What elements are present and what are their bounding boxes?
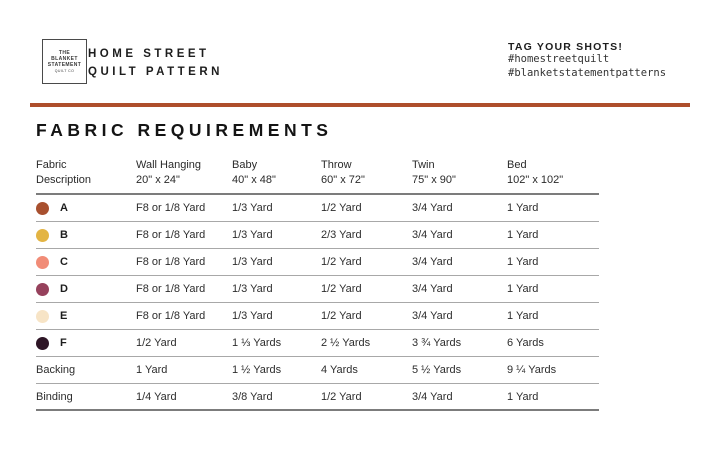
yardage-cell: 9 ¼ Yards: [507, 364, 557, 376]
fabric-swatch-dot: [36, 256, 49, 269]
column-label: Baby: [232, 159, 258, 171]
yardage-cell: 1/3 Yard: [232, 202, 273, 214]
yardage-cell: 1/2 Yard: [321, 202, 362, 214]
table-row-e: [36, 303, 599, 330]
yardage-cell: 1 Yard: [507, 390, 539, 403]
table-row-a: [36, 195, 599, 222]
table-row-f: [36, 330, 599, 357]
hashtag-homestreetquilt: #homestreetquilt: [508, 53, 610, 65]
table-row-c: [36, 249, 599, 276]
table-row-d: [36, 276, 599, 303]
column-sublabel: 20" x 24": [136, 174, 180, 186]
fabric-label: C: [60, 256, 68, 268]
hashtag-blanketstatementpatterns: #blanketstatementpatterns: [508, 66, 667, 79]
column-sublabel: 40" x 48": [232, 174, 276, 186]
fabric-label: D: [60, 283, 68, 295]
accent-divider: [30, 103, 690, 107]
column-header-twin: [412, 158, 507, 188]
column-label: Fabric: [36, 159, 67, 171]
fabric-cell: [36, 391, 136, 403]
yardage-cell: F8 or 1/8 Yard: [136, 310, 206, 322]
yardage-cell: 1 ⅓ Yards: [232, 337, 282, 349]
fabric-label: F: [60, 337, 67, 349]
yardage-cell: 1 Yard: [136, 364, 168, 376]
column-label: Wall Hanging: [136, 159, 202, 171]
yardage-cell: 1 Yard: [507, 283, 539, 295]
logo-text-line: QUILT CO: [54, 68, 75, 73]
column-header-bed: [507, 158, 599, 188]
yardage-cell: F8 or 1/8 Yard: [136, 256, 206, 268]
fabric-cell: [36, 256, 136, 269]
fabric-cell: [36, 310, 136, 323]
fabric-swatch-dot: [36, 229, 49, 242]
yardage-cell: 3/4 Yard: [412, 202, 453, 214]
yardage-cell: F8 or 1/8 Yard: [136, 283, 206, 295]
fabric-label: E: [60, 310, 68, 322]
yardage-cell: 1 Yard: [507, 229, 539, 241]
fabric-label: B: [60, 229, 68, 241]
yardage-cell: 3 ¾ Yards: [412, 337, 462, 349]
yardage-cell: 1/2 Yard: [321, 256, 362, 268]
page-title: FABRIC REQUIREMENTS: [36, 120, 333, 140]
yardage-cell: 6 Yards: [507, 337, 544, 349]
yardage-cell: 3/8 Yard: [232, 390, 273, 403]
yardage-cell: 3/4 Yard: [412, 229, 453, 241]
fabric-cell: [36, 364, 136, 376]
fabric-label: Binding: [36, 390, 73, 403]
yardage-cell: F8 or 1/8 Yard: [136, 202, 206, 214]
yardage-cell: 1/3 Yard: [232, 310, 273, 322]
yardage-cell: 1 ½ Yards: [232, 364, 282, 376]
yardage-cell: 1/4 Yard: [136, 390, 177, 403]
fabric-swatch-dot: [36, 310, 49, 323]
logo-text-line: STATEMENT: [47, 61, 82, 68]
column-label: Throw: [321, 159, 352, 171]
fabric-swatch-dot: [36, 202, 49, 215]
fabric-cell: [36, 202, 136, 215]
fabric-label: Backing: [36, 364, 76, 376]
yardage-cell: 1/3 Yard: [232, 283, 273, 295]
yardage-cell: F8 or 1/8 Yard: [136, 229, 206, 241]
yardage-cell: 1/3 Yard: [232, 229, 273, 241]
tag-heading: TAG YOUR SHOTS!: [508, 41, 624, 53]
yardage-cell: 3/4 Yard: [412, 390, 453, 403]
column-sublabel: 60" x 72": [321, 174, 365, 186]
fabric-swatch-dot: [36, 337, 49, 350]
column-header-fabric: [36, 158, 136, 188]
yardage-cell: 1/2 Yard: [321, 390, 362, 403]
column-header-throw: [321, 158, 412, 188]
yardage-cell: 1/3 Yard: [232, 256, 273, 268]
brand-title-line2: QUILT PATTERN: [88, 66, 223, 78]
yardage-cell: 2 ½ Yards: [321, 337, 371, 349]
fabric-cell: [36, 229, 136, 242]
blanket-statement-logo: [42, 39, 87, 84]
yardage-cell: 4 Yards: [321, 364, 358, 376]
logo-text-line: THE: [58, 49, 71, 56]
yardage-cell: 1/2 Yard: [136, 337, 177, 349]
yardage-cell: 1 Yard: [507, 202, 539, 214]
yardage-cell: 1 Yard: [507, 256, 539, 268]
column-label: Twin: [412, 159, 435, 171]
table-row-binding: [36, 384, 599, 411]
column-header-wall-hanging: [136, 158, 232, 188]
fabric-label: A: [60, 202, 68, 214]
fabric-requirements-table: [36, 158, 599, 411]
yardage-cell: 2/3 Yard: [321, 229, 362, 241]
logo-text-line: BLANKET: [51, 55, 78, 62]
fabric-table-body: [36, 195, 599, 411]
table-row-b: [36, 222, 599, 249]
fabric-cell: [36, 337, 136, 350]
yardage-cell: 1/2 Yard: [321, 310, 362, 322]
column-label: Bed: [507, 159, 527, 171]
fabric-swatch-dot: [36, 283, 49, 296]
column-sublabel: 75" x 90": [412, 174, 456, 186]
column-sublabel: 102" x 102": [507, 174, 564, 186]
column-header-baby: [232, 158, 321, 188]
brand-title: [88, 45, 223, 81]
table-row-backing: [36, 357, 599, 384]
yardage-cell: 5 ½ Yards: [412, 364, 462, 376]
yardage-cell: 3/4 Yard: [412, 256, 453, 268]
tag-your-shots-block: [508, 41, 666, 80]
fabric-table-header: [36, 158, 599, 195]
yardage-cell: 3/4 Yard: [412, 283, 453, 295]
yardage-cell: 3/4 Yard: [412, 310, 453, 322]
column-sublabel: Description: [36, 174, 92, 186]
yardage-cell: 1/2 Yard: [321, 283, 362, 295]
brand-title-line1: HOME STREET: [88, 48, 210, 60]
yardage-cell: 1 Yard: [507, 310, 539, 322]
fabric-cell: [36, 283, 136, 296]
